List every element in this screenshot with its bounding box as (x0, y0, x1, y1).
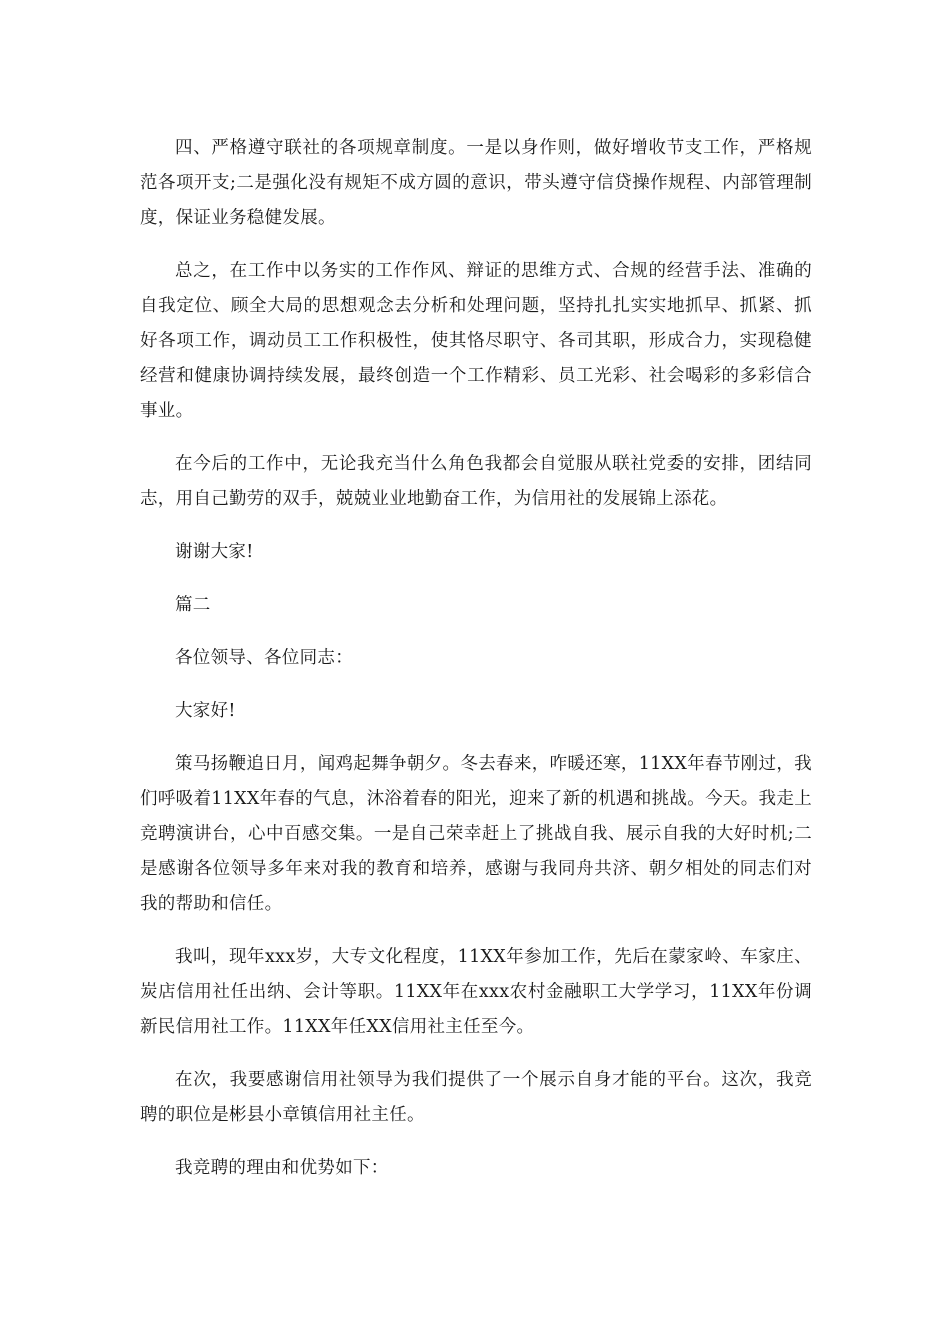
paragraph-greeting: 大家好! (175, 701, 236, 721)
paragraph-future-work: 在今后的工作中，无论我充当什么角色我都会自觉服从联社党委的安排，团结同志，用自己勤劳的双手，兢兢业业地勤奋工作，为信用社的发展锦上添花。 (140, 454, 812, 509)
paragraph-reasons: 我竞聘的理由和优势如下： (175, 1158, 389, 1178)
paragraph-self-introduction: 我叫，现年xxx岁，大专文化程度，11XX年参加工作，先后在蒙家岭、车家庄、炭店信用社任出纳、会计等职。11XX年在xxx农村金融职工大学学习，11XX年份调新民信用社工作。11XX年任XX信用社主任至今。 (140, 947, 812, 1037)
paragraph-summary: 总之，在工作中以务实的工作作风、辩证的思维方式、合规的经营手法、准确的自我定位、顾全大局的思想观念去分析和处理问题，坚持扎扎实实地抓早、抓紧、抓好各项工作，调动员工工作积极性，使其恪尽职守、各司其职，形成合力，实现稳健经营和健康协调持续发展，最终创造一个工作精彩、员工光彩、社会喝彩的多彩信合事业。 (140, 261, 812, 421)
document-body (140, 131, 812, 1204)
paragraph-thanks: 谢谢大家! (175, 542, 254, 562)
section-heading-part-two: 篇二 (175, 595, 211, 615)
paragraph-rules: 四、严格遵守联社的各项规章制度。一是以身作则，做好增收节支工作，严格规范各项开支;二是强化没有规矩不成方圆的意识，带头遵守信贷操作规程、内部管理制度，保证业务稳健发展。 (140, 138, 812, 228)
paragraph-salutation: 各位领导、各位同志： (175, 648, 353, 668)
paragraph-position: 在次，我要感谢信用社领导为我们提供了一个展示自身才能的平台。这次，我竞聘的职位是彬县小章镇信用社主任。 (140, 1070, 812, 1125)
paragraph-opening: 策马扬鞭追日月，闻鸡起舞争朝夕。冬去春来，咋暖还寒，11XX年春节刚过，我们呼吸着11XX年春的气息，沐浴着春的阳光，迎来了新的机遇和挑战。今天。我走上竞聘演讲台，心中百感交集。一是自己荣幸赶上了挑战自我、展示自我的大好时机;二是感谢各位领导多年来对我的教育和培养，感谢与我同舟共济、朝夕相处的同志们对我的帮助和信任。 (140, 754, 812, 914)
